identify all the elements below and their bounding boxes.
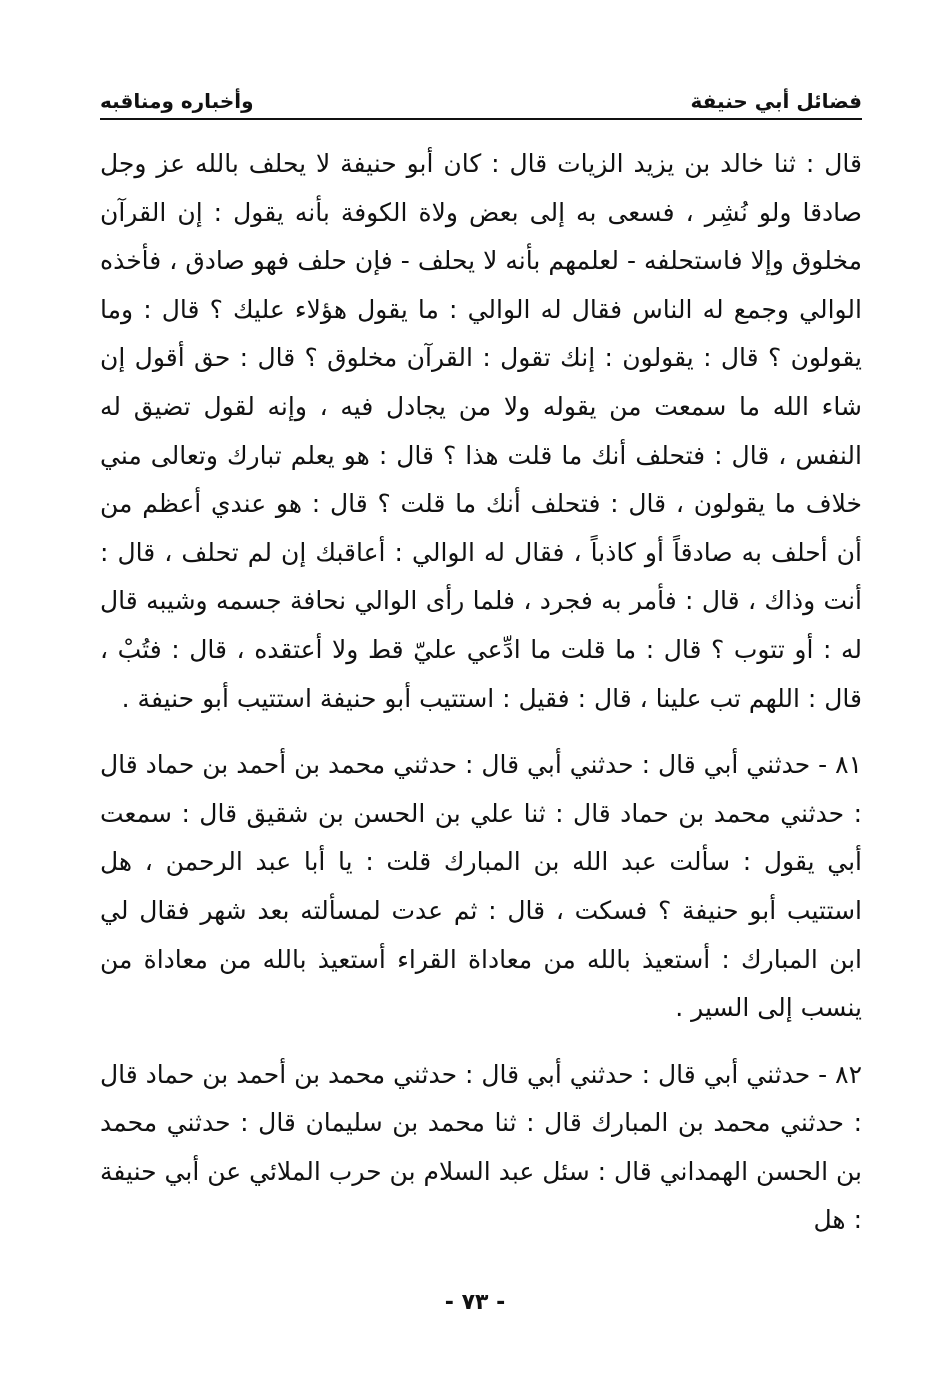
running-header (100, 80, 862, 114)
header-book-title: فضائل أبي حنيفة (690, 89, 862, 113)
paragraph-82: ٨٢ - حدثني أبي قال : حدثني أبي قال : حدثني محمد بن أحمد بن حماد قال : حدثني محمد بن المبارك قال : ثنا محمد بن سليمان قال : حدثني محمد بن الحسن الهمداني قال : سئل عبد السلام بن حرب الملائي عن أبي حنيفة : هل (99, 1059, 862, 1235)
paragraph-81: ٨١ - حدثني أبي قال : حدثني أبي قال : حدثني محمد بن أحمد بن حماد قال : حدثني محمد بن حماد قال : ثنا علي بن الحسن بن شقيق قال : سمعت أبي يقول : سألت عبد الله بن المبارك قلت : يا أبا عبد الرحمن ، هل استتيب أبو حنيفة ؟ فسكت ، قال : ثم عدت لمسألته بعد شهر فقال لي ابن المبارك : أستعيذ بالله من معاداة القراء أستعيذ بالله من معاداة من ينسب إلى السير . (99, 750, 862, 1023)
body-text (100, 140, 862, 1245)
header-book-subtitle: وأخباره ومناقبه (100, 89, 254, 113)
paragraph-narration: قال : ثنا خالد بن يزيد الزيات قال : كان أبو حنيفة لا يحلف بالله عز وجل صادقا ولو نُشِر ، فسعى به إلى بعض ولاة الكوفة بأنه يقول : إن القرآن مخلوق وإلا فاستحلفه - لعلمهم بأنه لا يحلف - فإن حلف فهو صادق ، فأخذه الوالي وجمع له الناس فقال له الوالي : ما يقول هؤلاء عليك ؟ قال : وما يقولون ؟ قال : يقولون : إنك تقول : القرآن مخلوق ؟ قال : حق أقول إن شاء الله ما سمعت من يقوله ولا من يجادل فيه ، وإنه لقول تضيق له النفس ، قال : فتحلف أنك ما قلت هذا ؟ قال : هو يعلم تبارك وتعالى مني خلاف ما يقولون ، قال : فتحلف أنك ما قلت ؟ قال : هو عندي أعظم من أن أحلف به صادقاً أو كاذباً ، فقال له الوالي : أعاقبك إن لم تحلف ، قال : أنت وذاك ، قال : فأمر به فجرد ، فلما رأى الوالي نحافة جسمه وشيبه قال له : أو تتوب ؟ قال : ما قلت ما ادِّعي عليّ قط ولا أعتقده ، قال : فتُبْ ، قال : اللهم تب علينا ، قال : فقيل : استتيب أبو حنيفة استتيب أبو حنيفة . (100, 149, 862, 713)
header-divider (100, 118, 862, 120)
page-number: - ٧٣ - (444, 1290, 506, 1315)
